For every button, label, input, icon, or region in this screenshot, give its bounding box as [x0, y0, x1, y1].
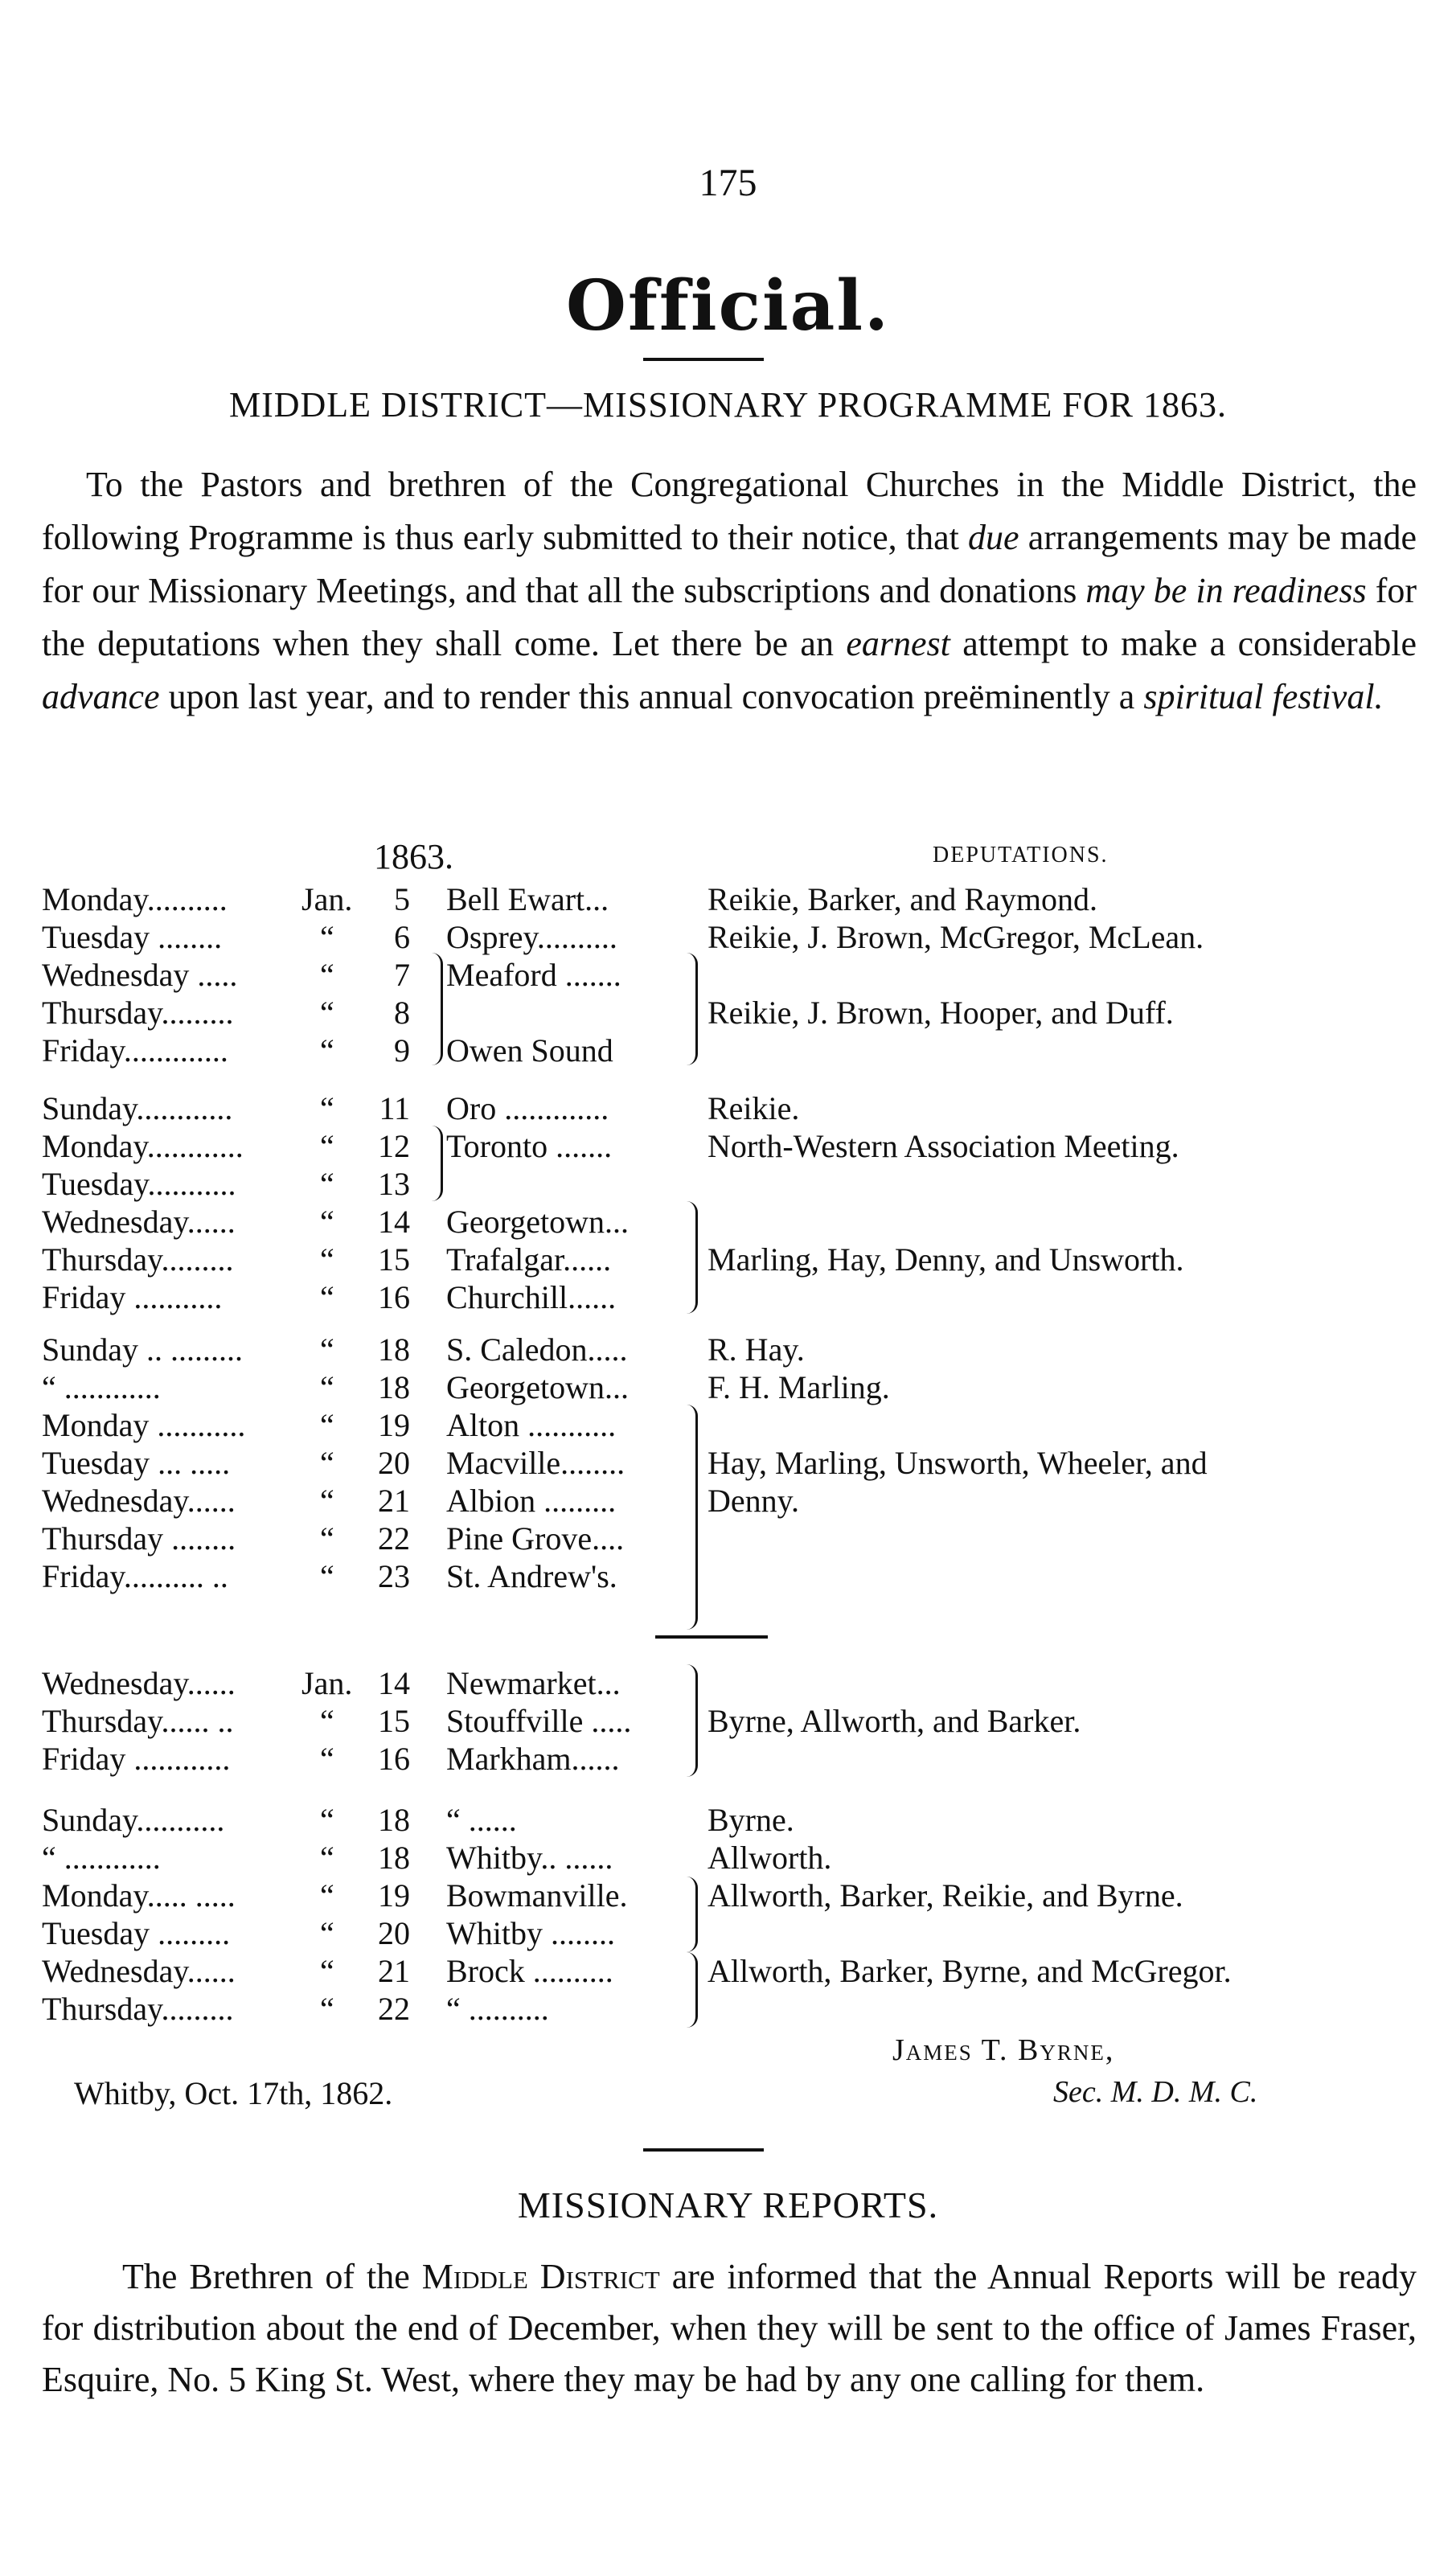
deputation-cell: Marling, Hay, Denny, and Unsworth.: [707, 1241, 1184, 1278]
date-cell: 19: [378, 1877, 410, 1914]
schedule-row: [0, 1520, 1456, 1557]
day-cell: Wednesday .....: [42, 957, 238, 993]
place-cell: Newmarket...: [446, 1665, 621, 1701]
date-cell: 6: [394, 919, 410, 955]
deputation-cell: F. H. Marling.: [707, 1369, 890, 1405]
schedule-row: [0, 918, 1456, 955]
day-cell: Thursday...... ..: [42, 1703, 234, 1739]
schedule-row: [0, 1877, 1456, 1914]
deputation-cell: Byrne.: [707, 1802, 794, 1838]
date-cell: 12: [378, 1128, 410, 1164]
section-heading: Official.: [566, 265, 890, 347]
month-cell: “: [320, 1703, 334, 1739]
place-date: Whitby, Oct. 17th, 1862.: [74, 2075, 393, 2111]
signature-name: James T. Byrne,: [892, 2033, 1115, 2067]
brace-mark: [424, 953, 443, 1065]
place-cell: Oro .............: [446, 1090, 609, 1126]
day-cell: Thursday.........: [42, 1991, 234, 2027]
schedule-row: [0, 1089, 1456, 1126]
month-cell: “: [320, 1445, 334, 1481]
month-cell: “: [320, 1128, 334, 1164]
day-cell: Monday..... .....: [42, 1877, 236, 1914]
day-cell: Wednesday......: [42, 1953, 236, 1989]
month-cell: “: [320, 1331, 334, 1368]
day-cell: Thursday.........: [42, 1241, 234, 1278]
place-cell: St. Andrew's.: [446, 1558, 617, 1594]
month-cell: “: [320, 1991, 334, 2027]
month-cell: “: [320, 1090, 334, 1126]
schedule-row: [0, 1801, 1456, 1838]
schedule-row: [0, 1482, 1456, 1519]
place-cell: Albion .........: [446, 1483, 617, 1519]
day-cell: Thursday.........: [42, 995, 234, 1031]
reports-title: MISSIONARY REPORTS.: [517, 2184, 939, 2225]
schedule-row: [0, 1702, 1456, 1739]
deputation-cell: R. Hay.: [707, 1331, 805, 1368]
brace-mark: [679, 953, 698, 1065]
month-cell: “: [320, 1166, 334, 1202]
deputation-cell: Hay, Marling, Unsworth, Wheeler, and: [707, 1445, 1208, 1481]
day-cell: “ ............: [42, 1369, 161, 1405]
day-cell: Monday ...........: [42, 1407, 246, 1443]
day-cell: Sunday............: [42, 1090, 233, 1126]
schedule-row: [0, 1241, 1456, 1278]
place-cell: Toronto .......: [446, 1128, 613, 1164]
day-cell: Tuesday ........: [42, 919, 223, 955]
day-cell: “ ............: [42, 1840, 161, 1876]
deputation-cell: Reikie, J. Brown, Hooper, and Duff.: [707, 995, 1174, 1031]
month-cell: “: [320, 1840, 334, 1876]
month-cell: “: [320, 919, 334, 955]
schedule-row: [0, 1203, 1456, 1240]
month-cell: “: [320, 1877, 334, 1914]
schedule-row: [0, 1278, 1456, 1315]
day-cell: Friday ............: [42, 1741, 231, 1777]
day-cell: Monday..........: [42, 881, 228, 917]
month-cell: “: [320, 1953, 334, 1989]
day-cell: Sunday .. .........: [42, 1331, 243, 1368]
date-cell: 14: [378, 1204, 410, 1240]
date-cell: 18: [378, 1331, 410, 1368]
day-cell: Tuesday...........: [42, 1166, 236, 1202]
brace-mark: [679, 1201, 698, 1314]
month-cell: “: [320, 1369, 334, 1405]
place-cell: Georgetown...: [446, 1369, 629, 1405]
place-cell: Bowmanville.: [446, 1877, 628, 1914]
brace-mark: [679, 1877, 698, 1952]
place-cell: Whitby.. ......: [446, 1840, 613, 1876]
date-cell: 5: [394, 881, 410, 917]
date-cell: 15: [378, 1703, 410, 1739]
year-header: 1863.: [374, 837, 453, 876]
deputation-cell: Reikie, Barker, and Raymond.: [707, 881, 1097, 917]
date-cell: 18: [378, 1802, 410, 1838]
deputation-cell: Denny.: [707, 1483, 800, 1519]
deputation-cell: Allworth.: [707, 1840, 832, 1876]
schedule-row: [0, 1368, 1456, 1405]
date-cell: 18: [378, 1369, 410, 1405]
place-cell: Alton ...........: [446, 1407, 617, 1443]
month-cell: Jan.: [301, 1665, 353, 1701]
date-cell: 22: [378, 1991, 410, 2027]
month-cell: “: [320, 1241, 334, 1278]
place-cell: Trafalgar......: [446, 1241, 612, 1278]
schedule-row: [0, 956, 1456, 993]
month-cell: Jan.: [301, 881, 353, 917]
schedule-row: [0, 1952, 1456, 1989]
intro-paragraph: To the Pastors and brethren of the Congregational Churches in the Middle District, the following Programme is thus early submitted to their notice, that due arrangements may be made for our Missionary Meetings, and that all the subscriptions and donations may be in readiness for the deputations when they shall come. Let there be an earnest attempt to make a considerable advance upon last year, and to render this annual convocation preëminently a spiritual festival.: [42, 465, 1417, 716]
schedule-row: [0, 1165, 1456, 1202]
day-cell: Tuesday .........: [42, 1915, 231, 1951]
place-cell: Owen Sound: [446, 1032, 613, 1069]
date-cell: 16: [378, 1741, 410, 1777]
date-cell: 9: [394, 1032, 410, 1069]
place-cell: Brock ..........: [446, 1953, 613, 1989]
deputation-cell: Reikie.: [707, 1090, 800, 1126]
schedule-row: [0, 1444, 1456, 1481]
date-cell: 21: [378, 1953, 410, 1989]
month-cell: “: [320, 1802, 334, 1838]
deputation-cell: Allworth, Barker, Reikie, and Byrne.: [707, 1877, 1183, 1914]
schedule-row: [0, 1839, 1456, 1876]
month-cell: “: [320, 1483, 334, 1519]
place-cell: Macville........: [446, 1445, 625, 1481]
brace-mark: [679, 1405, 698, 1630]
schedule-row: [0, 1557, 1456, 1594]
brace-mark: [424, 1126, 443, 1201]
date-cell: 11: [379, 1090, 410, 1126]
programme-title: MIDDLE DISTRICT—MISSIONARY PROGRAMME FOR 1863.: [228, 385, 1228, 425]
date-cell: 20: [378, 1915, 410, 1951]
schedule-row: [0, 880, 1456, 917]
day-cell: Friday ...........: [42, 1279, 223, 1315]
brace-mark: [679, 1664, 698, 1777]
place-cell: Osprey..........: [446, 919, 617, 955]
place-cell: Whitby ........: [446, 1915, 615, 1951]
schedule-row: [0, 1406, 1456, 1443]
day-cell: Thursday ........: [42, 1520, 236, 1557]
month-cell: “: [320, 1204, 334, 1240]
place-cell: Meaford .......: [446, 957, 621, 993]
day-cell: Friday.............: [42, 1032, 228, 1069]
reports-paragraph: The Brethren of the Middle District are informed that the Annual Reports will be ready for distribution about the end of December, when they will be sent to the office of James Fraser, Esquire, No. 5 King St. West, where they may be had by any one calling for them.: [42, 2257, 1417, 2399]
month-cell: “: [320, 1032, 334, 1069]
day-cell: Monday............: [42, 1128, 244, 1164]
place-cell: Pine Grove....: [446, 1520, 625, 1557]
date-cell: 20: [378, 1445, 410, 1481]
date-cell: 18: [378, 1840, 410, 1876]
place-cell: “ ..........: [446, 1991, 549, 2027]
day-cell: Sunday...........: [42, 1802, 225, 1838]
place-cell: Georgetown...: [446, 1204, 629, 1240]
day-cell: Wednesday......: [42, 1204, 236, 1240]
schedule-row: [0, 994, 1456, 1031]
month-cell: “: [320, 1558, 334, 1594]
deputation-cell: North-Western Association Meeting.: [707, 1128, 1179, 1164]
month-cell: “: [320, 1915, 334, 1951]
month-cell: “: [320, 957, 334, 993]
month-cell: “: [320, 1741, 334, 1777]
schedule-row: [0, 1740, 1456, 1777]
month-cell: “: [320, 995, 334, 1031]
section-rule: [655, 1635, 768, 1639]
date-cell: 7: [394, 957, 410, 993]
schedule-row: [0, 1914, 1456, 1951]
place-cell: “ ......: [446, 1802, 517, 1838]
day-cell: Friday.......... ..: [42, 1558, 228, 1594]
brace-mark: [679, 1952, 698, 2028]
page-number: 175: [699, 162, 757, 204]
signature-title: Sec. M. D. M. C.: [1053, 2075, 1258, 2109]
day-cell: Tuesday ... .....: [42, 1445, 231, 1481]
date-cell: 13: [378, 1166, 410, 1202]
date-cell: 14: [378, 1665, 410, 1701]
date-cell: 8: [394, 995, 410, 1031]
date-cell: 22: [378, 1520, 410, 1557]
schedule-row: [0, 1032, 1456, 1069]
date-cell: 16: [378, 1279, 410, 1315]
place-cell: Bell Ewart...: [446, 881, 609, 917]
schedule-row: [0, 1664, 1456, 1701]
heading-rule: [643, 358, 764, 361]
day-cell: Wednesday......: [42, 1665, 236, 1701]
schedule-row: [0, 1331, 1456, 1368]
month-cell: “: [320, 1279, 334, 1315]
place-cell: Markham......: [446, 1741, 620, 1777]
month-cell: “: [320, 1520, 334, 1557]
place-cell: S. Caledon.....: [446, 1331, 628, 1368]
day-cell: Wednesday......: [42, 1483, 236, 1519]
date-cell: 23: [378, 1558, 410, 1594]
schedule-row: [0, 1127, 1456, 1164]
deputation-cell: Allworth, Barker, Byrne, and McGregor.: [707, 1953, 1232, 1989]
place-cell: Churchill......: [446, 1279, 617, 1315]
date-cell: 19: [378, 1407, 410, 1443]
deputation-cell: Reikie, J. Brown, McGregor, McLean.: [707, 919, 1204, 955]
month-cell: “: [320, 1407, 334, 1443]
deputations-header: DEPUTATIONS.: [933, 843, 1109, 868]
date-cell: 21: [378, 1483, 410, 1519]
reports-rule: [643, 2148, 764, 2152]
date-cell: 15: [378, 1241, 410, 1278]
deputation-cell: Byrne, Allworth, and Barker.: [707, 1703, 1081, 1739]
place-cell: Stouffville .....: [446, 1703, 632, 1739]
schedule-row: [0, 1990, 1456, 2027]
